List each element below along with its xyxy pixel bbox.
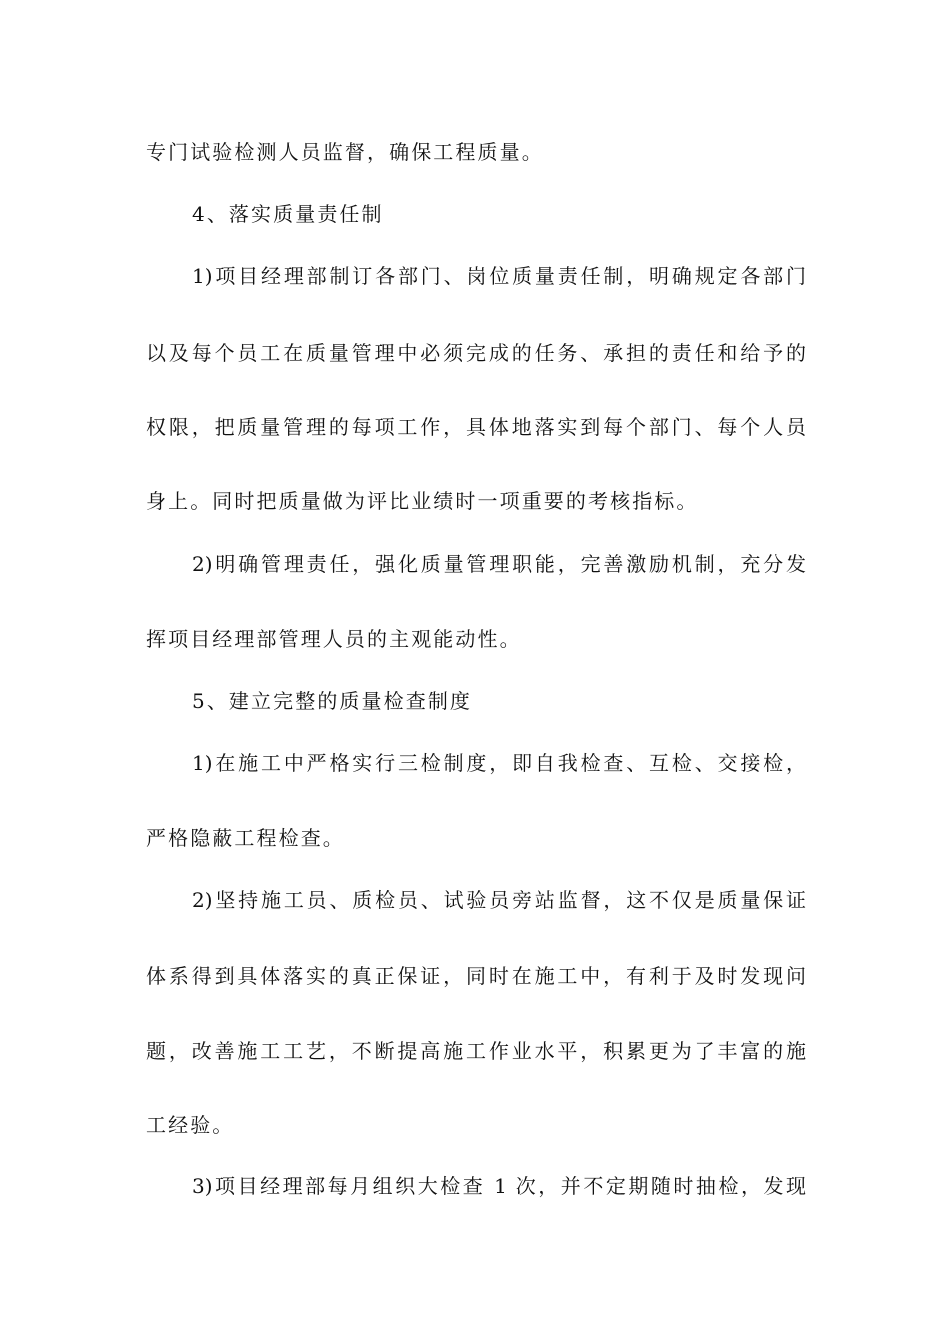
paragraph-line: 身上。同时把质量做为评比业绩时一项重要的考核指标。 xyxy=(146,489,699,513)
paragraph-line: 2)坚持施工员、质检员、试验员旁站监督，这不仅是质量保证 xyxy=(192,888,806,912)
paragraph-line: 严格隐蔽工程检查。 xyxy=(146,826,345,850)
paragraph-line: 3)项目经理部每月组织大检查 1 次，并不定期随时抽检，发现 xyxy=(192,1174,806,1198)
paragraph-line: 题，改善施工工艺，不断提高施工作业水平，积累更为了丰富的施 xyxy=(146,1039,806,1063)
section-heading-4: 4、落实质量责任制 xyxy=(192,202,384,226)
paragraph-line: 以及每个员工在质量管理中必须完成的任务、承担的责任和给予的 xyxy=(146,341,806,365)
paragraph-line: 体系得到具体落实的真正保证，同时在施工中，有利于及时发现问 xyxy=(146,964,806,988)
section-heading-5: 5、建立完整的质量检查制度 xyxy=(192,689,473,713)
paragraph-line: 2)明确管理责任，强化质量管理职能，完善激励机制，充分发 xyxy=(192,552,806,576)
paragraph-line: 工经验。 xyxy=(146,1113,235,1137)
paragraph-line: 挥项目经理部管理人员的主观能动性。 xyxy=(146,627,522,651)
paragraph-line: 权限，把质量管理的每项工作，具体地落实到每个部门、每个人员 xyxy=(146,415,806,439)
paragraph-line: 1)在施工中严格实行三检制度，即自我检查、互检、交接检， xyxy=(192,751,806,775)
paragraph-line: 1)项目经理部制订各部门、岗位质量责任制，明确规定各部门 xyxy=(192,264,806,288)
paragraph-line: 专门试验检测人员监督，确保工程质量。 xyxy=(146,140,544,164)
